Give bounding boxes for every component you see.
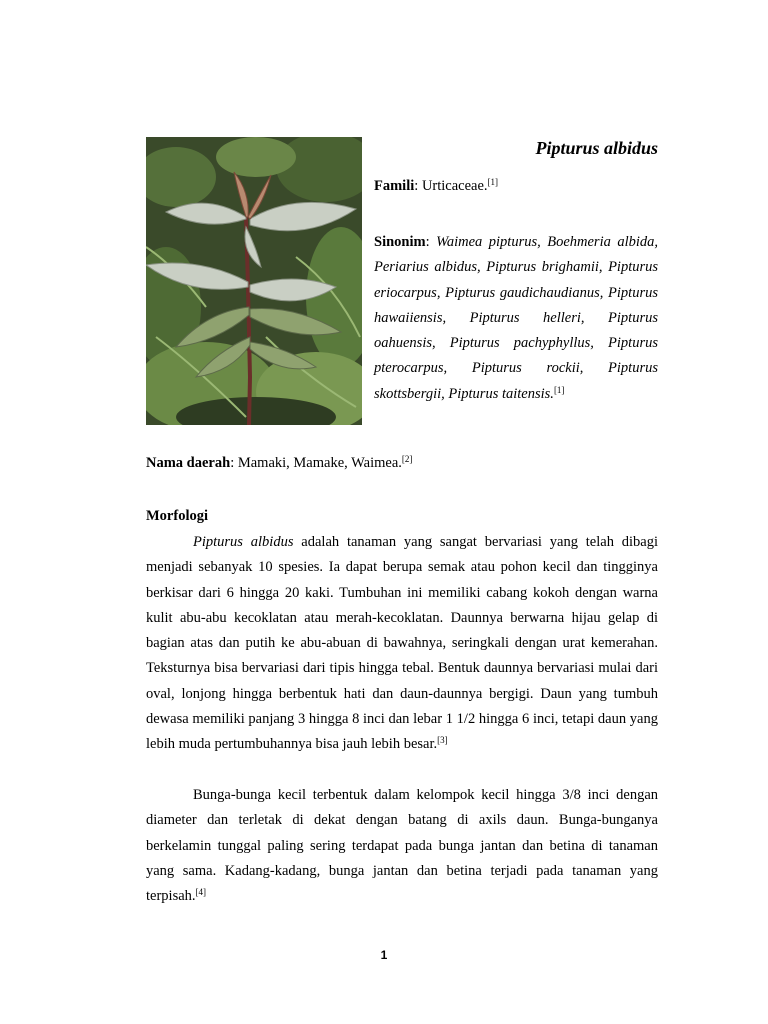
plant-photo-illustration bbox=[146, 137, 362, 425]
sinonim-name: Pipturus hawaiiensis, bbox=[374, 284, 658, 326]
sinonim-name: Pipturus pterocarpus, bbox=[374, 335, 658, 377]
plant-photo bbox=[146, 137, 362, 425]
sinonim-name: Pipturus brighamii, bbox=[486, 259, 603, 276]
sinonim-name: Pipturus eriocarpus, bbox=[374, 259, 659, 301]
sinonim-name: Waimea pipturus, bbox=[436, 234, 541, 250]
species-title: Pipturus albidus bbox=[535, 138, 658, 158]
sinonim-name: Periarius albidus, bbox=[374, 259, 481, 276]
sinonim-name: Pipturus gaudichaudianus, bbox=[445, 284, 604, 301]
nama-daerah-reference: [2] bbox=[401, 454, 413, 464]
paragraph-2-text: Bunga-bunga kecil terbentuk dalam kelompok kecil hingga 3/8 inci dengan diameter dan terletak di dekat dengan batang di axils daun. Bunga-bunganya berkelamin tunggal paling sering terdapat pada bunga jantan dan betina di tanaman yang sama. Kadang-kadang, bunga jantan dan betina terjadi pada tanaman yang terpisah. bbox=[146, 787, 658, 905]
famili-value: Urticaceae. bbox=[421, 178, 488, 194]
paragraph-1-text: adalah tanaman yang sangat bervariasi yang telah dibagi menjadi sebanyak 10 spesies. Ia dapat berupa semak atau pohon kecil dan tingginya berkisar dari 6 hingga 20 kaki. Tumbuhan ini memiliki cabang kokoh dengan warna kulit abu-abu kecoklatan atau merah-kecoklatan. Daunnya berwarna hijau gelap di bagian atas dan putih ke abu-abuan di bawahnya, seringkali dengan urat kemerahan. Teksturnya bisa bervariasi dari tipis hingga tebal. Bentuk daunnya bervariasi mulai dari oval, lonjong hingga berbentuk hati dan daun-daunnya bergigi. Daun yang tumbuh dewasa memiliki panjang 3 hingga 8 inci dan lebar 1 1/2 hingga 6 inci, tetapi daun yang lebih muda pertumbuhannya bisa jauh lebih besar. bbox=[146, 534, 659, 753]
paragraph-1-reference: [3] bbox=[437, 735, 448, 746]
paragraph-1-species: Pipturus albidus bbox=[193, 534, 294, 550]
sinonim-name: Boehmeria albida, bbox=[547, 234, 659, 250]
famili-line bbox=[374, 178, 658, 195]
sinonim-reference: [1] bbox=[553, 384, 565, 395]
famili-reference: [1] bbox=[487, 177, 499, 187]
sinonim-name: Pipturus pachyphyllus, bbox=[449, 335, 594, 352]
morfologi-paragraph-1 bbox=[146, 530, 658, 758]
sinonim-label: Sinonim bbox=[374, 234, 426, 250]
paragraph-2-reference: [4] bbox=[195, 887, 207, 898]
sinonim-name: Pipturus rockii, bbox=[471, 360, 584, 377]
page-number: 1 bbox=[380, 948, 388, 962]
famili-label: Famili bbox=[374, 178, 415, 194]
morfologi-paragraph-2 bbox=[146, 783, 658, 909]
famili-separator: : bbox=[414, 178, 422, 194]
sinonim-block bbox=[374, 230, 658, 407]
sinonim-separator: : bbox=[425, 234, 437, 250]
sinonim-name: Pipturus skottsbergii, bbox=[374, 360, 658, 402]
nama-daerah-value: Mamaki, Mamake, Waimea. bbox=[237, 455, 402, 471]
morfologi-heading: Morfologi bbox=[146, 508, 209, 524]
sinonim-name: Pipturus helleri, bbox=[469, 309, 585, 326]
nama-daerah-line bbox=[146, 455, 658, 472]
sinonim-name: Pipturus oahuensis, bbox=[374, 309, 658, 352]
sinonim-name: Pipturus taitensis. bbox=[448, 385, 554, 402]
nama-daerah-separator: : bbox=[230, 455, 238, 471]
nama-daerah-label: Nama daerah bbox=[146, 455, 231, 471]
